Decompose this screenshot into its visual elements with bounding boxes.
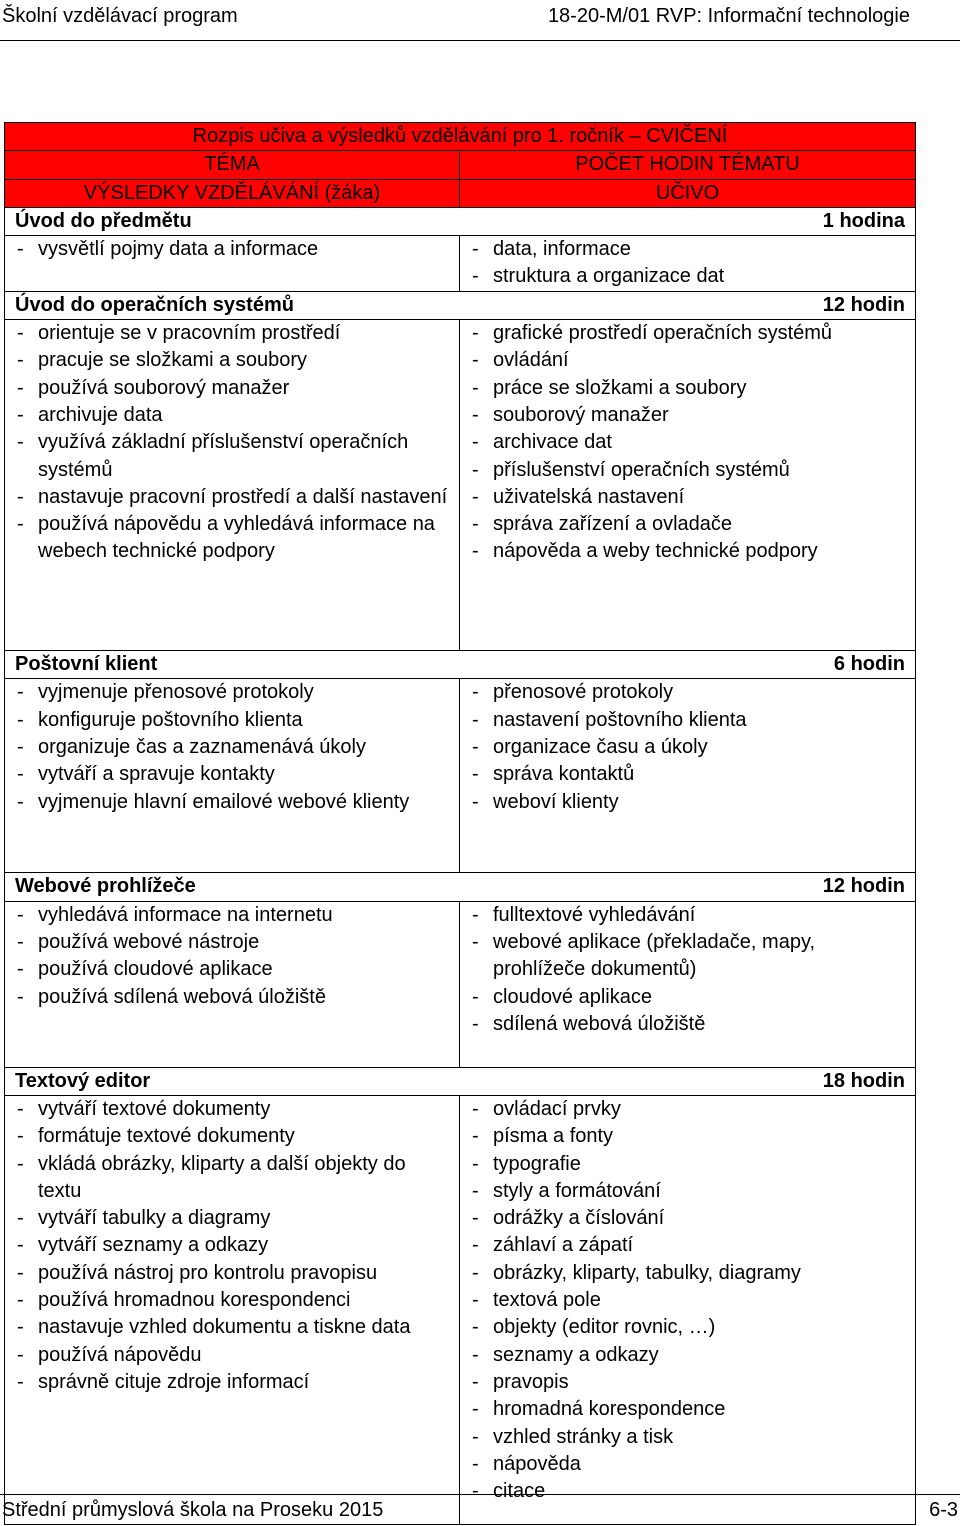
content-row [5, 679, 916, 873]
content-item: - vzhled stránky a tisk [470, 1424, 905, 1451]
content-item: - pravopis [470, 1369, 905, 1396]
content-item: - objekty (editor rovnic, …) [470, 1314, 905, 1341]
content-cell [460, 1095, 916, 1524]
topic-hours: 1 hodina [822, 209, 905, 232]
content-item: - ovládání [470, 347, 905, 374]
content-list [470, 902, 905, 1038]
header-program-code: 18-20-M/01 RVP: Informační technologie [547, 5, 910, 27]
content-item: - grafické prostředí operačních systémů [470, 320, 905, 347]
topic-title: Textový editor [15, 1069, 151, 1092]
outcomes-list [15, 236, 449, 263]
topic-hours: 18 hodin [822, 1069, 905, 1092]
content-item: - odrážky a číslování [470, 1205, 905, 1232]
content-list [470, 236, 905, 291]
topic-cell [5, 1067, 916, 1095]
content-cell [460, 679, 916, 873]
topic-cell [5, 651, 916, 679]
outcome-item: - konfiguruje poštovního klienta [15, 707, 449, 734]
content-item: - organizace času a úkoly [470, 734, 905, 761]
outcome-item: - používá cloudové aplikace [15, 956, 449, 983]
outcome-item: - vysvětlí pojmy data a informace [15, 236, 449, 263]
outcomes-cell [5, 1095, 460, 1524]
content-item: - struktura a organizace dat [470, 263, 905, 290]
topic-row [5, 291, 916, 319]
outcomes-list [15, 902, 449, 1011]
content-item: - ovládací prvky [470, 1096, 905, 1123]
header-content: UČIVO [460, 179, 916, 207]
content-item: - data, informace [470, 236, 905, 263]
outcome-item: - archivuje data [15, 402, 449, 429]
content-item: - fulltextové vyhledávání [470, 902, 905, 929]
outcome-item: - vyjmenuje hlavní emailové webové klienty [15, 789, 449, 816]
outcome-item: - vyhledává informace na internetu [15, 902, 449, 929]
content-item: - webové aplikace (překladače, mapy, prohlížeče dokumentů) [470, 929, 905, 984]
header-hours: POČET HODIN TÉMATU [460, 151, 916, 179]
content-item: - textová pole [470, 1287, 905, 1314]
topic-hours: 6 hodin [833, 653, 905, 676]
outcome-item: - používá webové nástroje [15, 929, 449, 956]
content-item: - typografie [470, 1151, 905, 1178]
content-item: - správa zařízení a ovladače [470, 511, 905, 538]
outcome-item: - formátuje textové dokumenty [15, 1123, 449, 1150]
header-document-title: Školní vzdělávací program [2, 5, 238, 27]
content-item: - sdílená webová úložiště [470, 1011, 905, 1038]
outcome-item: - orientuje se v pracovním prostředí [15, 320, 449, 347]
outcome-item: - vytváří tabulky a diagramy [15, 1205, 449, 1232]
content-cell [460, 236, 916, 292]
content-item: - nápověda [470, 1451, 905, 1478]
outcome-item: - využívá základní příslušenství operačních systémů [15, 429, 449, 484]
content-item: - cloudové aplikace [470, 984, 905, 1011]
content-item: - hromadná korespondence [470, 1396, 905, 1423]
content-item: - souborový manažer [470, 402, 905, 429]
footer-school-name: Střední průmyslová škola na Proseku 2015 [2, 1499, 384, 1521]
footer-page-number: 6-3 [929, 1499, 958, 1521]
topic-title: Úvod do předmětu [15, 209, 192, 232]
outcome-item: - používá nápovědu [15, 1342, 449, 1369]
outcome-item: - nastavuje vzhled dokumentu a tiskne data [15, 1314, 449, 1341]
topic-hours: 12 hodin [822, 293, 905, 316]
content-row [5, 236, 916, 292]
topic-hours: 12 hodin [822, 875, 905, 898]
outcome-item: - vkládá obrázky, kliparty a další objekty do textu [15, 1151, 449, 1206]
topic-cell [5, 291, 916, 319]
content-cell [460, 320, 916, 651]
outcomes-list [15, 1096, 449, 1396]
content-row [5, 1095, 916, 1524]
outcomes-cell [5, 236, 460, 292]
topic-row [5, 1067, 916, 1095]
content-item: - přenosové protokoly [470, 679, 905, 706]
outcomes-cell [5, 320, 460, 651]
header-topic: TÉMA [5, 151, 460, 179]
outcome-item: - používá souborový manažer [15, 375, 449, 402]
content-list [470, 320, 905, 566]
outcome-item: - nastavuje pracovní prostředí a další nastavení [15, 484, 449, 511]
content-cell [460, 901, 916, 1067]
curriculum-table [4, 122, 916, 1525]
content-item: - nastavení poštovního klienta [470, 707, 905, 734]
outcomes-list [15, 679, 449, 815]
header-row-outcomes [5, 179, 916, 207]
content-item: - archivace dat [470, 429, 905, 456]
content-item: - styly a formátování [470, 1178, 905, 1205]
table-title-row [5, 123, 916, 151]
content-item: - uživatelská nastavení [470, 484, 905, 511]
topic-title: Úvod do operačních systémů [15, 293, 294, 316]
content-list [470, 1096, 905, 1505]
outcome-item: - používá sdílená webová úložiště [15, 984, 449, 1011]
outcome-item: - správně cituje zdroje informací [15, 1369, 449, 1396]
header-row-topic [5, 151, 916, 179]
topic-title: Poštovní klient [15, 653, 158, 676]
outcome-item: - vytváří seznamy a odkazy [15, 1232, 449, 1259]
content-list [470, 679, 905, 815]
outcome-item: - používá hromadnou korespondenci [15, 1287, 449, 1314]
topic-cell [5, 207, 916, 235]
content-row [5, 320, 916, 651]
outcome-item: - používá nápovědu a vyhledává informace na webech technické podpory [15, 511, 449, 566]
page-footer [0, 1494, 960, 1526]
outcome-item: - vyjmenuje přenosové protokoly [15, 679, 449, 706]
content-item: - práce se složkami a soubory [470, 375, 905, 402]
content-item: - weboví klienty [470, 789, 905, 816]
content-item: - nápověda a weby technické podpory [470, 538, 905, 565]
content-item: - záhlaví a zápatí [470, 1232, 905, 1259]
header-outcomes: VÝSLEDKY VZDĚLÁVÁNÍ (žáka) [5, 179, 460, 207]
topic-row [5, 873, 916, 901]
content-item: - citace [470, 1478, 905, 1505]
content-item: - seznamy a odkazy [470, 1342, 905, 1369]
content-item: - správa kontaktů [470, 761, 905, 788]
content-item: - obrázky, kliparty, tabulky, diagramy [470, 1260, 905, 1287]
topic-row [5, 207, 916, 235]
outcome-item: - používá nástroj pro kontrolu pravopisu [15, 1260, 449, 1287]
topic-row [5, 651, 916, 679]
outcome-item: - organizuje čas a zaznamenává úkoly [15, 734, 449, 761]
outcomes-cell [5, 679, 460, 873]
outcomes-cell [5, 901, 460, 1067]
topic-title: Webové prohlížeče [15, 875, 196, 898]
content-row [5, 901, 916, 1067]
outcomes-list [15, 320, 449, 566]
outcome-item: - vytváří a spravuje kontakty [15, 761, 449, 788]
topic-cell [5, 873, 916, 901]
outcome-item: - pracuje se složkami a soubory [15, 347, 449, 374]
page-header [0, 0, 960, 41]
outcome-item: - vytváří textové dokumenty [15, 1096, 449, 1123]
content-item: - příslušenství operačních systémů [470, 457, 905, 484]
table-title: Rozpis učiva a výsledků vzdělávání pro 1. ročník – CVIČENÍ [5, 123, 916, 151]
content-item: - písma a fonty [470, 1123, 905, 1150]
